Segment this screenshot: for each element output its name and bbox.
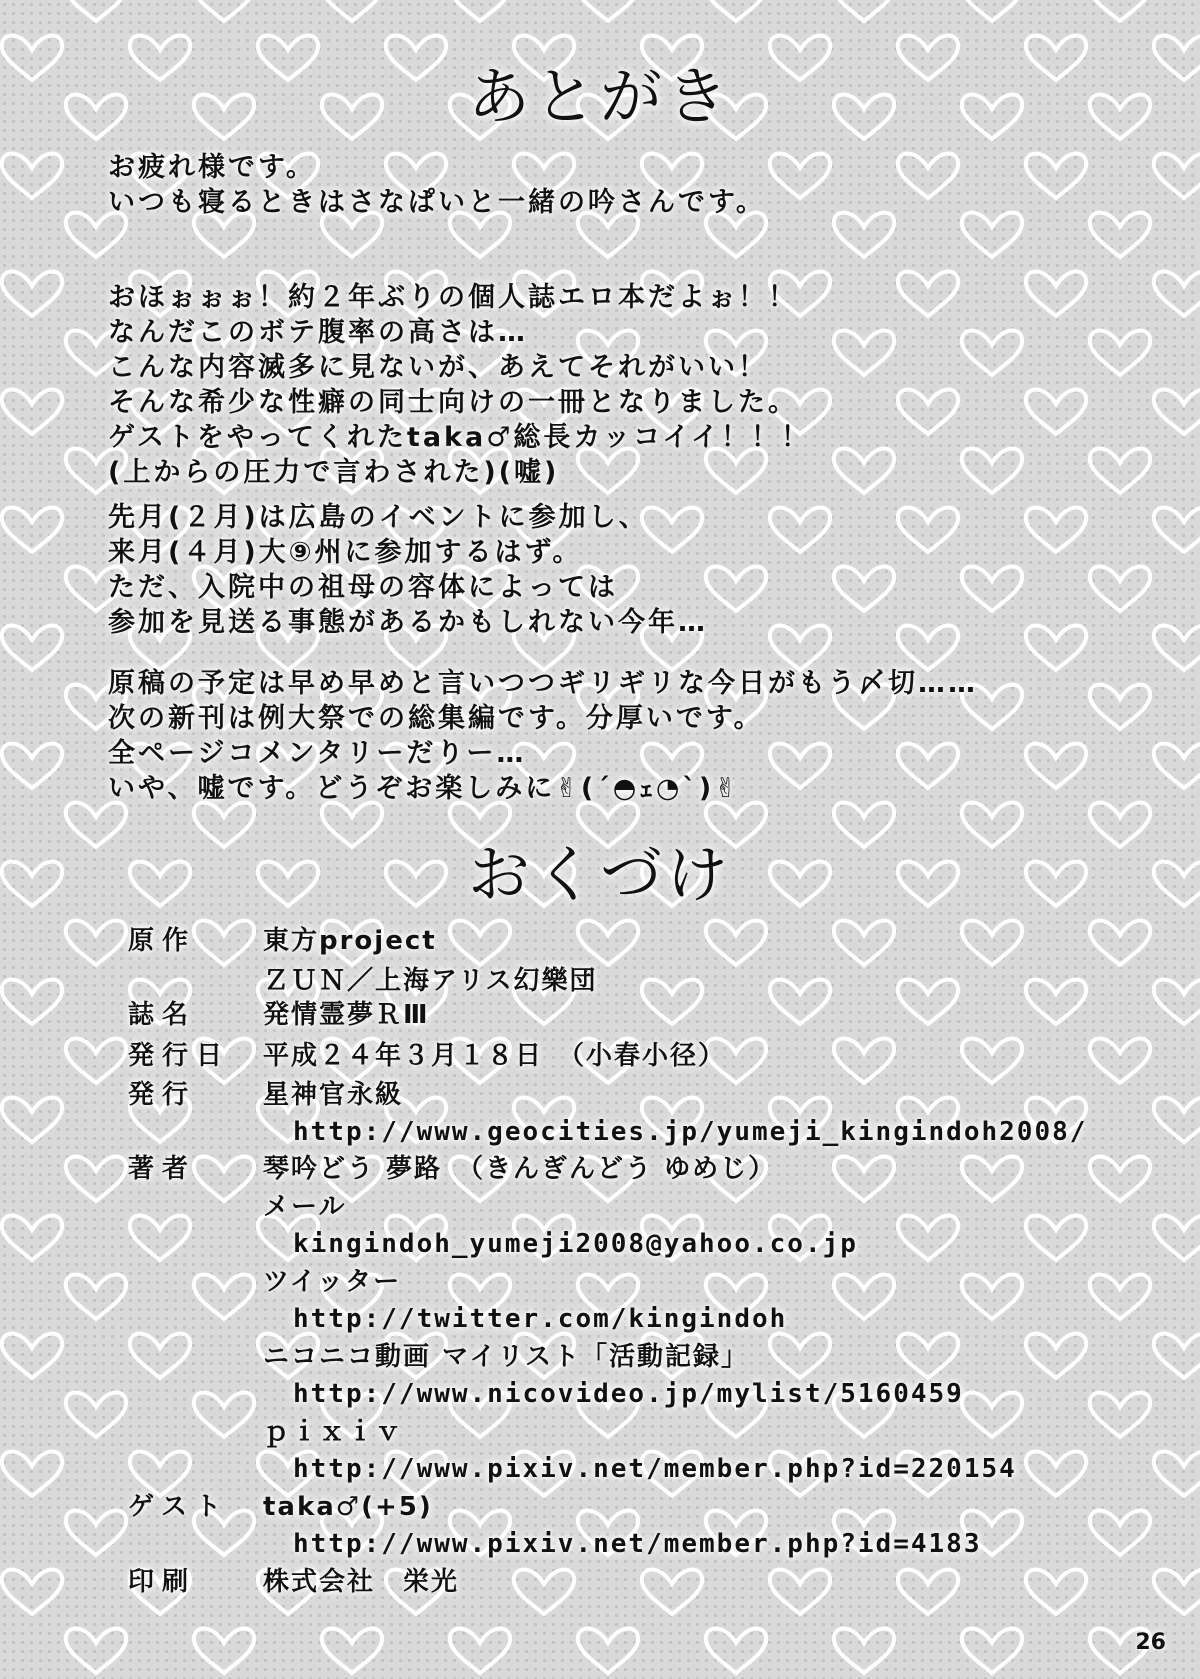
colophon-value: ツイッター — [263, 1267, 402, 1297]
afterword-line: 参加を見送る事態があるかもしれない今年… — [108, 607, 708, 638]
afterword-paragraph-greeting — [108, 150, 1108, 220]
colophon-value: 琴吟どう 夢路 （きんぎんどう ゆめじ） — [263, 1154, 777, 1184]
publisher-url-link[interactable]: http://www.geocities.jp/yumeji_kingindoh2008/ — [293, 1117, 1088, 1147]
afterword-line: こんな内容滅多に見ないが、あえてそれがいい！ — [108, 352, 768, 383]
colophon-label: 誌名 — [128, 1000, 197, 1030]
colophon-label: ゲスト — [128, 1492, 229, 1522]
afterword-line: 先月(２月)は広島のイベントに参加し、 — [108, 502, 649, 533]
page-number: 26 — [1135, 1630, 1166, 1655]
colophon-value: 東方project — [263, 926, 437, 956]
afterword-line: おほぉぉぉ！約２年ぶりの個人誌エロ本だよぉ！！ — [108, 282, 798, 313]
colophon-value: ニコニコ動画 マイリスト「活動記録」 — [263, 1342, 750, 1372]
email-link[interactable]: kingindoh_yumeji2008@yahoo.co.jp — [293, 1229, 858, 1259]
afterword-line: ゲストをやってくれたtaka♂総長カッコイイ！！！ — [108, 422, 811, 453]
colophon-value: taka♂(+5) — [263, 1492, 433, 1522]
twitter-url-link[interactable]: http://twitter.com/kingindoh — [293, 1304, 788, 1334]
afterword-line: (上からの圧力で言わされた)(嘘) — [108, 457, 560, 488]
nicovideo-url-link[interactable]: http://www.nicovideo.jp/mylist/5160459 — [293, 1379, 964, 1409]
pixiv-url-link[interactable]: http://www.pixiv.net/member.php?id=220154 — [293, 1454, 1017, 1484]
afterword-paragraph-book — [108, 280, 1108, 490]
afterword-line: 原稿の予定は早め早めと言いつつギリギリな今日がもう〆切…… — [108, 668, 978, 699]
guest-pixiv-url-link[interactable]: http://www.pixiv.net/member.php?id=4183 — [293, 1529, 982, 1559]
afterword-line: お疲れ様です。 — [108, 152, 316, 183]
afterword-line: 次の新刊は例大祭での総集編です。分厚いです。 — [108, 703, 764, 734]
colophon-label: 印刷 — [128, 1567, 197, 1597]
colophon-label: 発行 — [128, 1080, 197, 1110]
afterword-title: あとがき — [467, 60, 732, 133]
afterword-line: なんだこのボテ腹率の高さは… — [108, 317, 528, 348]
afterword-line: 来月(４月)大⑨州に参加するはず。 — [108, 537, 583, 568]
colophon-value: ＺＵＮ／上海アリス幻樂団 — [263, 966, 598, 996]
colophon-value: 星神官永級 — [263, 1080, 404, 1110]
colophon-value: メール — [263, 1192, 347, 1222]
afterword-line: いつも寝るときはさなぱいと一緒の吟さんです。 — [108, 187, 766, 218]
colophon-value: 株式会社 栄光 — [263, 1567, 460, 1597]
afterword-line: いや、嘘です。どうぞお楽しみに✌(´◓ｪ◔`)✌ — [108, 773, 740, 804]
afterword-line: 全ページコメンタリーだりー… — [108, 738, 527, 769]
afterword-line: そんな希少な性癖の同士向けの一冊となりました。 — [108, 387, 798, 418]
colophon-value: 発情霊夢ＲⅢ — [263, 1000, 430, 1030]
colophon-title: おくづけ — [467, 838, 732, 911]
colophon-label: 原作 — [128, 926, 197, 956]
colophon-value: 平成２４年３月１８日 （小春小径） — [263, 1041, 727, 1071]
afterword-paragraph-next — [108, 666, 1108, 806]
afterword-paragraph-events — [108, 500, 1108, 640]
colophon-label: 著者 — [128, 1154, 197, 1184]
afterword-line: ただ、入院中の祖母の容体によっては — [108, 572, 618, 603]
colophon-value: ｐｉｘｉｖ — [263, 1417, 404, 1447]
colophon-label: 発行日 — [128, 1041, 231, 1071]
